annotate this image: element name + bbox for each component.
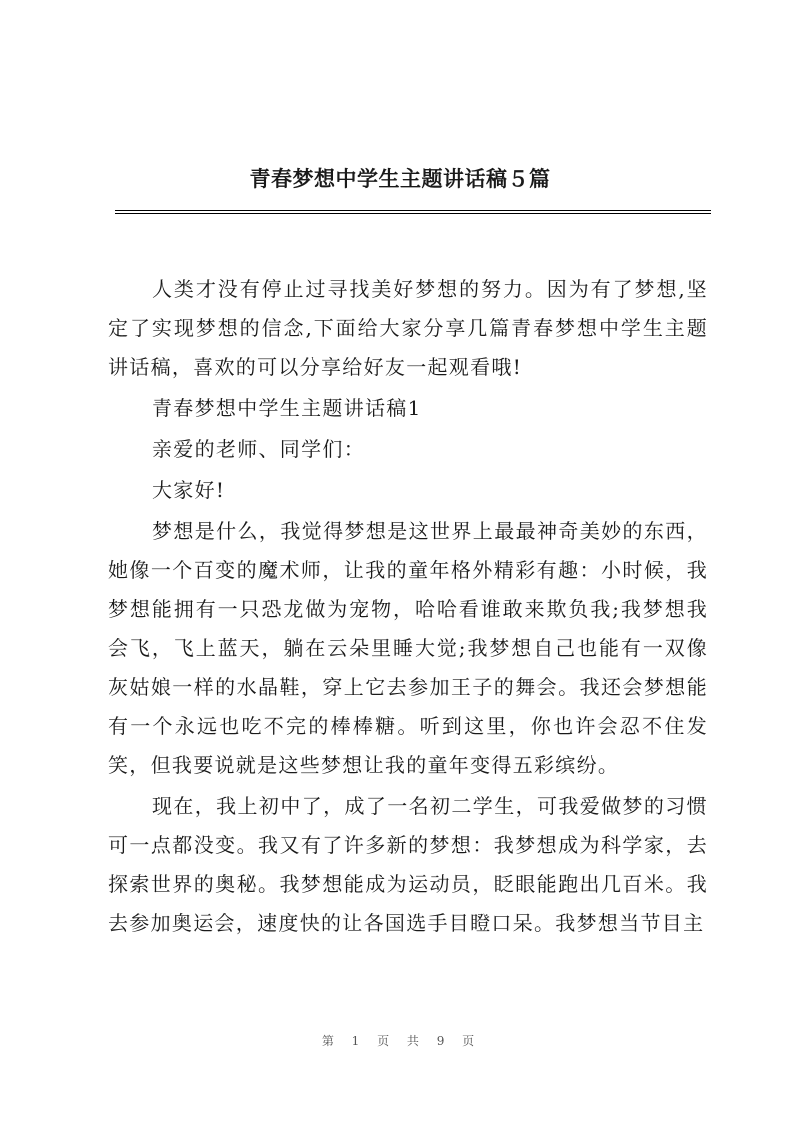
greeting: 大家好! [152,478,226,502]
body-paragraph: 梦想是什么，我觉得梦想是这世界上最最神奇美妙的东西，她像一个百变的魔术师，让我的童年格外精彩有趣：小时候，我梦想能拥有一只恐龙做为宠物，哈哈看谁敢来欺负我;我梦想我会飞，飞上蓝天，躺在云朵里睡大觉;我梦想自己也能有一双像灰姑娘一样的水晶鞋，穿上它去参加王子的舞会。我还会梦想能有一个永远也吃不完的棒棒糖。听到这里，你也许会忍不住发笑，但我要说就是这些梦想让我的童年变得五彩缤纷。 [108,519,708,777]
document-body [108,270,708,943]
document-title: 青春梦想中学生主题讲话稿５篇 [249,166,551,191]
page-number-footer: 第 1 页 共 9 页 [321,1034,479,1048]
section-heading: 青春梦想中学生主题讲话稿1 [152,396,422,420]
body-paragraph: 现在，我上初中了，成了一名初二学生，可我爱做梦的习惯可一点都没变。我又有了许多新的梦想：我梦想成为科学家，去探索世界的奥秘。我梦想能成为运动员，眨眼能跑出几百米。我去参加奥运会，速度快的让各国选手目瞪口呆。我梦想当节目主 [108,794,708,935]
intro-paragraph: 人类才没有停止过寻找美好梦想的努力。因为有了梦想,坚定了实现梦想的信念,下面给大家分享几篇青春梦想中学生主题讲话稿，喜欢的可以分享给好友一起观看哦! [108,277,708,379]
title-divider [115,210,711,214]
salutation: 亲爱的老师、同学们： [152,437,365,461]
